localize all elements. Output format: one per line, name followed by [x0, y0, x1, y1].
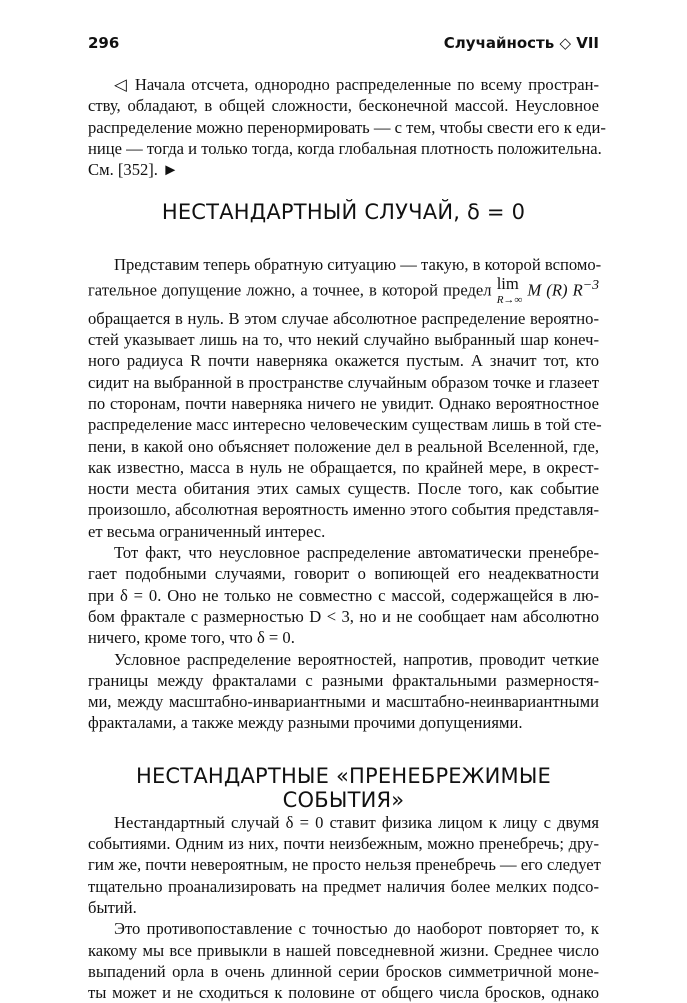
text-line: распределение масс интересно человеческим существам лишь в той сте-	[88, 415, 602, 435]
limit-operator	[496, 273, 523, 308]
text-line: ности места обитания этих самых существ. После того, как событие	[88, 479, 599, 499]
text-line: ного радиуса R почти наверняка окажется пустым. А значит тот, кто	[88, 351, 599, 371]
text-line: Тот факт, что неусловное распределение автоматически пренебре-	[114, 543, 599, 563]
limit-exponent: −3	[582, 276, 599, 292]
section-heading-nonstandard-case: НЕСТАНДАРТНЫЙ СЛУЧАЙ, δ = 0	[161, 200, 526, 225]
text-line: распределение можно перенормировать — с тем, чтобы свести его к еди-	[88, 117, 606, 137]
text-line: тщательно проанализировать на предмет наличия более мелких подсо-	[88, 876, 599, 896]
text-line: Представим теперь обратную ситуацию — такую, в которой вспомо-	[114, 255, 602, 275]
text-line: обращается в нуль. В этом случае абсолютное распределение вероятно-	[88, 308, 599, 328]
text-body	[88, 74, 606, 1003]
text-line: какому мы все привыкли в нашей повседневной жизни. Среднее число	[88, 940, 599, 960]
paragraph-4	[88, 812, 599, 918]
text-line: ству, обладают, в общей сложности, бесконечной массой. Неусловное	[88, 96, 599, 116]
text-line: См. [352]. ►	[88, 160, 179, 180]
text-line: Нестандартный случай δ = 0 ставит физика лицом к лицу с двумя	[114, 812, 599, 832]
text-line: при δ = 0. Оно не только не совместно с массой, содержащейся в лю-	[88, 585, 599, 605]
lim-word: lim	[496, 273, 519, 293]
text-line: ничего, кроме того, что δ = 0.	[88, 628, 295, 648]
text-line: ◁ Начала отсчета, однородно распределенные по всему простран-	[114, 75, 599, 94]
paragraph-2	[88, 542, 599, 648]
section-heading-negligible-events: НЕСТАНДАРТНЫЕ «ПРЕНЕБРЕЖИМЫЕ СОБЫТИЯ»	[135, 763, 552, 812]
text-line: нице — тогда и только тогда, когда глобальная плотность положительна.	[88, 138, 602, 158]
text-line: сидит на выбранной в пространстве случайным образом точке и глазеет	[88, 372, 599, 392]
running-title: Случайность ◇ VII	[443, 34, 599, 52]
text-line: гим же, почти невероятным, не просто нельзя пренебречь — его следует	[88, 855, 601, 875]
text-line: гает подобными случаями, говорит о вопиющей его неадекватности	[88, 564, 599, 584]
text-line: произошло, абсолютная вероятность именно этого события представля-	[88, 500, 599, 520]
text-fragment: гательное допущение ложно, а точнее, в которой предел	[88, 280, 492, 300]
running-header	[88, 34, 599, 52]
text-line: ми, между масштабно-инвариантными и масштабно-неинвариантными	[88, 692, 599, 712]
text-line: ет весьма ограниченный интерес.	[88, 521, 326, 541]
text-line: ты может и не сходиться к половине от общего числа бросков, однако	[88, 983, 599, 1003]
intro-note	[88, 74, 606, 180]
text-line: бытий.	[88, 897, 137, 917]
text-line: бом фрактале с размерностью D < 3, но и не сообщает нам абсолютно	[88, 606, 599, 626]
paragraph-1	[88, 254, 602, 542]
text-line-with-limit	[88, 273, 599, 308]
paragraph-5	[88, 918, 599, 1003]
limit-expression: M (R) R	[527, 280, 583, 300]
text-line: по сторонам, почти наверняка ничего не увидит. Однако вероятностное	[88, 393, 599, 413]
text-line: стей указывает лишь на то, что некий случайно выбранный шар конеч-	[88, 330, 599, 350]
text-line: событиями. Одним из них, почти неизбежным, можно пренебречь; дру-	[88, 834, 599, 854]
text-line: границы между фракталами с разными фрактальными размерностя-	[88, 670, 599, 690]
text-line: выпадений орла в очень длинной серии бросков симметричной моне-	[88, 961, 599, 981]
page-number: 296	[88, 34, 120, 52]
text-line: как известно, масса в нуль не обращается, по крайней мере, в окрест-	[88, 457, 599, 477]
text-line: Условное распределение вероятностей, напротив, проводит четкие	[114, 649, 599, 669]
text-line: Это противопоставление с точностью до наоборот повторяет то, к	[114, 919, 599, 939]
lim-subscript: R→∞	[496, 293, 523, 306]
paragraph-3	[88, 649, 599, 734]
text-line: фракталами, а также между разными прочими допущениями.	[88, 713, 523, 733]
text-line: пени, в какой оно объясняет положение дел в реальной Вселенной, где,	[88, 436, 599, 456]
